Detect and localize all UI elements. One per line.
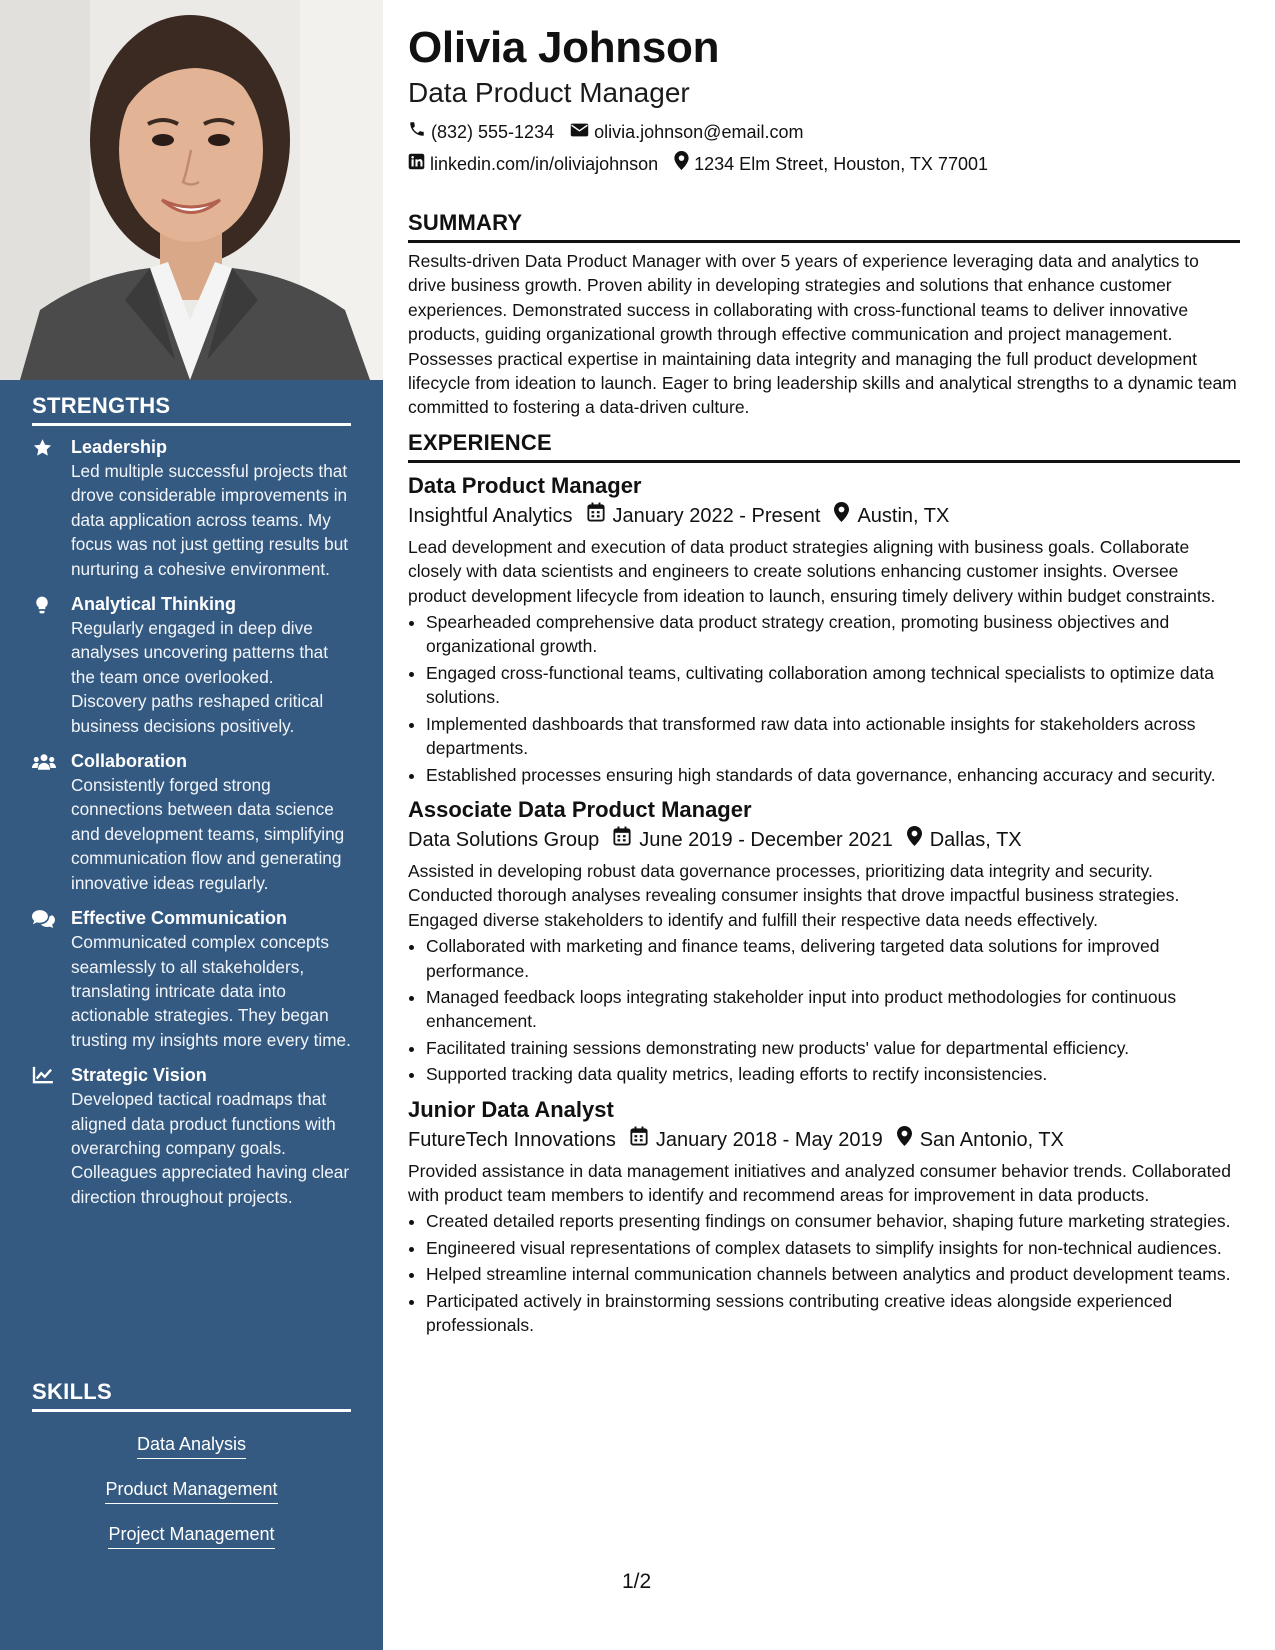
job-location: Austin, TX [857,504,950,527]
phone-text: (832) 555-1234 [431,122,555,142]
job-meta [408,825,1240,855]
job-dates: January 2018 - May 2019 [655,1128,883,1151]
job-meta [408,501,1240,531]
job-entry [408,1095,1240,1338]
strength-item [32,593,351,738]
users-icon [32,752,54,772]
bullet-item: • Participated actively in brainstorming sessions contributing creative ideas alongside experienced professionals. [426,1289,1240,1338]
skill-tag: Data Analysis [137,1432,246,1459]
candidate-name: Olivia Johnson [408,23,720,72]
job-entry [408,795,1240,1087]
candidate-role: Data Product Manager [408,77,690,108]
strength-item [32,436,351,581]
calendar-icon [587,501,613,531]
contact-row [408,116,1240,148]
job-description: Lead development and execution of data product strategies aligning with business goals. Collaborate closely with data scientists and engineers to create solutions enhancing customer insights. Oversee product development lifecycle from ideation to launch, ensuring timely delivery within budget constraints. [408,536,1216,606]
strength-title: Effective Communication [71,908,288,929]
job-meta [408,1125,1240,1155]
strengths-heading: STRENGTHS [32,393,351,426]
bullet-item: • Established processes ensuring high standards of data governance, enhancing accuracy and security. [426,763,1240,787]
map-marker-icon [907,825,930,855]
strength-item [32,750,351,895]
chart-line-icon [32,1066,54,1086]
skill-tag: Product Management [105,1477,277,1504]
linkedin-icon [408,148,430,180]
job-title: Junior Data Analyst [408,1096,614,1122]
job-bullets [408,1209,1240,1337]
comments-icon [32,909,54,929]
experience-heading: EXPERIENCE [408,430,1240,463]
calendar-icon [630,1125,656,1155]
job-description: Provided assistance in data management initiatives and analyzed consumer behavior trends. Collaborated with product team members to identify and recommend areas for improvement in data products. [408,1160,1231,1205]
strength-description: Consistently forged strong connections between data science and development teams, simplifying communication flow and generating innovative ideas regularly. [71,775,345,893]
star-icon [32,438,54,458]
skills-section [32,1379,351,1561]
bullet-item: • Facilitated training sessions demonstrating new products' value for departmental efficiency. [426,1036,1240,1060]
strength-title: Analytical Thinking [71,594,237,615]
job-title: Associate Data Product Manager [408,796,752,822]
strength-description: Communicated complex concepts seamlessly to all stakeholders, translating intricate data into actionable strategies. They began trusting my insights more every time. [71,932,351,1050]
skill-tag: Project Management [108,1522,274,1549]
summary-text: Results-driven Data Product Manager with over 5 years of experience leveraging data and analytics to drive business growth. Proven ability in developing strategies and solutions that enhance customer experiences. Demonstrated success in collaborating with cross-functional teams to deliver innovative products, guiding organizational growth through effective communication and project management. Possesses practical expertise in maintaining data integrity and managing the full product development lifecycle from ideation to launch. Eager to bring leadership skills and analytical strengths to a dynamic team committed to fostering a data-driven culture. [408,251,1237,418]
main-content [408,22,1240,1339]
profile-photo [0,0,383,380]
calendar-icon [613,825,639,855]
job-bullets [408,610,1240,787]
job-location: Dallas, TX [929,828,1022,851]
address-text: 1234 Elm Street, Houston, TX 77001 [694,154,988,174]
map-marker-icon [897,1125,920,1155]
summary-heading: SUMMARY [408,210,1240,243]
lightbulb-icon [32,595,54,615]
strength-item [32,1064,351,1209]
strength-title: Strategic Vision [71,1065,207,1086]
strength-item [32,907,351,1052]
strength-description: Developed tactical roadmaps that aligned data product functions with overarching company goals. Colleagues appreciated having clear direction throughout projects. [71,1089,350,1207]
skills-heading: SKILLS [32,1379,351,1412]
strengths-section [32,393,351,1221]
phone-icon [408,116,431,148]
company-name: FutureTech Innovations [408,1128,616,1151]
email-link[interactable]: olivia.johnson@email.com [594,122,804,142]
strength-description: Regularly engaged in deep dive analyses uncovering patterns that the team once overlooked. Discovery paths reshaped critical business decisions positively. [71,618,329,736]
strength-description: Led multiple successful projects that drove considerable improvements in data application across teams. My focus was not just getting results but nurturing a cohesive environment. [71,461,349,579]
company-name: Insightful Analytics [408,504,573,527]
bullet-item: • Engaged cross-functional teams, cultivating collaboration among technical specialists to optimize data solutions. [426,661,1240,710]
bullet-item: • Implemented dashboards that transformed raw data into actionable insights for stakeholders across departments. [426,712,1240,761]
strength-title: Collaboration [71,751,187,772]
job-dates: June 2019 - December 2021 [639,828,893,851]
job-bullets [408,934,1240,1086]
job-title: Data Product Manager [408,472,642,498]
bullet-item: • Helped streamline internal communication channels between analytics and product development teams. [426,1262,1240,1286]
job-description: Assisted in developing robust data governance processes, prioritizing data integrity and security. Conducted thorough analyses revealing consumer insights that drove impactful business strategies. Engaged diverse stakeholders to identify and fulfill their respective data needs effectively. [408,860,1180,930]
page-number: 1/2 [622,1570,652,1593]
job-dates: January 2022 - Present [612,504,821,527]
bullet-item: • Managed feedback loops integrating stakeholder input into product methodologies for continuous enhancement. [426,985,1240,1034]
sidebar [0,0,383,1650]
bullet-item: • Engineered visual representations of complex datasets to simplify insights for non-technical audiences. [426,1236,1240,1260]
bullet-item: • Spearheaded comprehensive data product strategy creation, promoting business objectives and organizational growth. [426,610,1240,659]
company-name: Data Solutions Group [408,828,600,851]
bullet-item: • Created detailed reports presenting findings on consumer behavior, shaping future marketing strategies. [426,1209,1240,1233]
bullet-item: • Collaborated with marketing and finance teams, delivering targeted data solutions for improved performance. [426,934,1240,983]
strength-title: Leadership [71,437,168,457]
envelope-icon [570,116,594,148]
contact-row [408,148,1240,180]
map-marker-icon [674,148,694,180]
bullet-item: • Supported tracking data quality metrics, leading efforts to rectify inconsistencies. [426,1062,1240,1086]
job-entry [408,471,1240,787]
job-location: San Antonio, TX [919,1128,1064,1151]
map-marker-icon [834,501,857,531]
linkedin-link[interactable]: linkedin.com/in/oliviajohnson [430,154,659,174]
